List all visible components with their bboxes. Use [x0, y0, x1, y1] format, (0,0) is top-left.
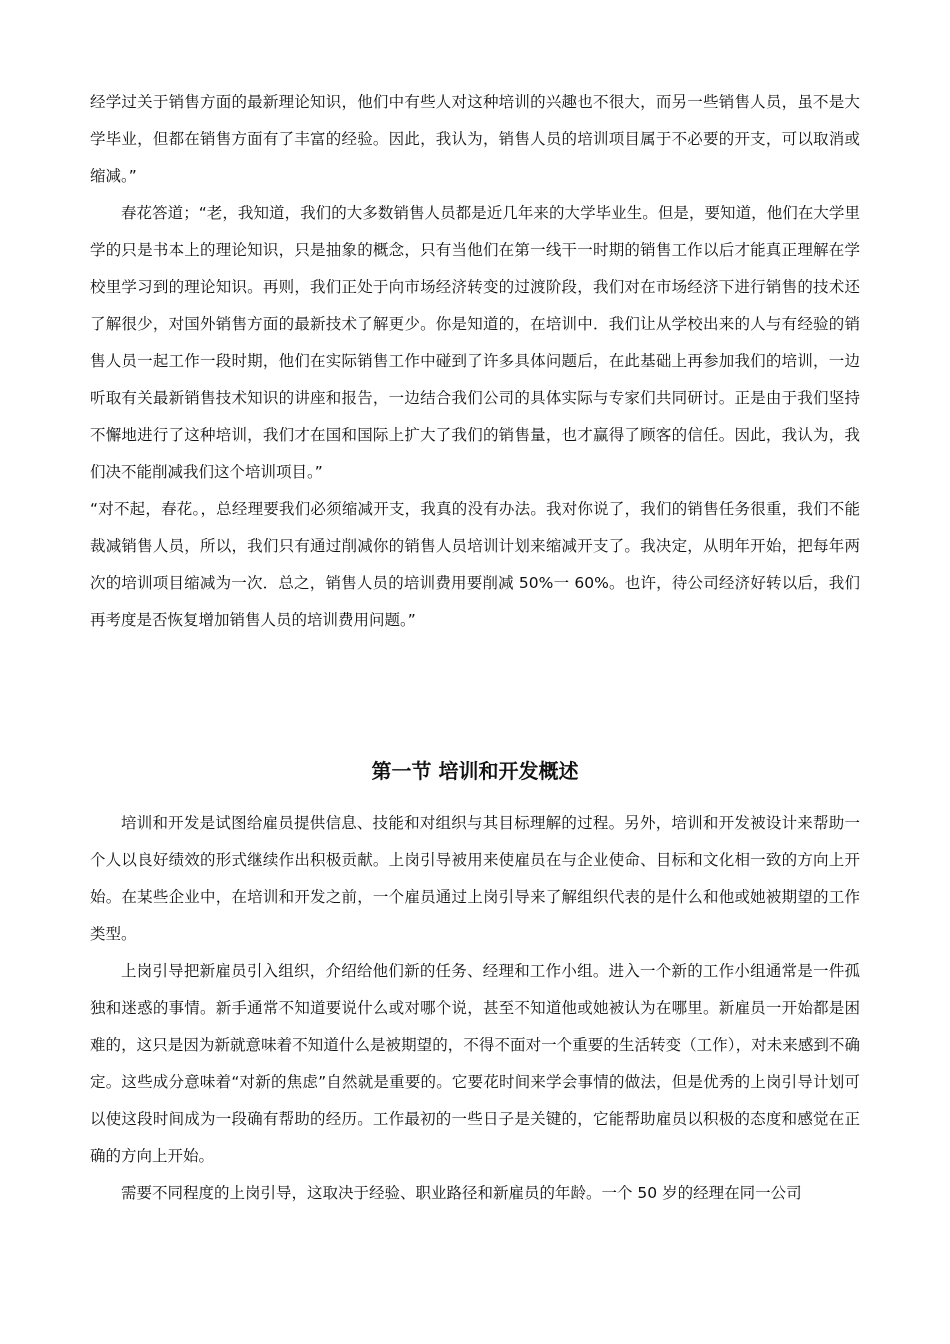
paragraph-training-definition: 培训和开发是试图给雇员提供信息、技能和对组织与其目标理解的过程。另外，培训和开发被设计来帮助一个人以良好绩效的形式继续作出积极贡献。上岗引导被用来使雇员在与企业使命、目标和文化相一致的方向上开始。在某些企业中，在培训和开发之前，一个雇员通过上岗引导来了解组织代表的是什么和他或她被期望的工作类型。	[90, 814, 860, 943]
paragraph-orientation-degree: 需要不同程度的上岗引导，这取决于经验、职业路径和新雇员的年龄。一个 50 岁的经理在同一公司	[121, 1184, 802, 1202]
section-heading: 第一节 培训和开发概述	[371, 759, 579, 783]
paragraph-orientation: 上岗引导把新雇员引入组织，介绍给他们新的任务、经理和工作小组。进入一个新的工作小组通常是一件孤独和迷惑的事情。新手通常不知道要说什么或对哪个说，甚至不知道他或她被认为在哪里。新雇员一开始都是困难的，这只是因为新就意味着不知道什么是被期望的，不得不面对一个重要的生活转变（工作），对未来感到不确定。这些成分意味着“对新的焦虑”自然就是重要的。它要花时间来学会事情的做法，但是优秀的上岗引导计划可以使这段时间成为一段确有帮助的经历。工作最初的一些日子是关键的，它能帮助雇员以积极的态度和感觉在正确的方向上开始。	[90, 962, 860, 1165]
section-body	[90, 805, 860, 1212]
paragraph-manager-reply: “对不起，春花。，总经理要我们必须缩减开支，我真的没有办法。我对你说了，我们的销售任务很重，我们不能裁减销售人员，所以，我们只有通过削减你的销售人员培训计划来缩减开支了。我决定，从明年开始，把每年两次的培训项目缩减为一次．总之，销售人员的培训费用要削减 50%一 60%。也许，待公司经济好转以后，我们再考度是否恢复增加销售人员的培训费用问题。”	[90, 500, 860, 629]
dialogue-section	[90, 84, 860, 639]
paragraph-continuation: 经学过关于销售方面的最新理论知识，他们中有些人对这种培训的兴趣也不很大，而另一些销售人员，虽不是大学毕业，但都在销售方面有了丰富的经验。因此，我认为，销售人员的培训项目属于不必要的开支，可以取消或缩减。”	[90, 93, 860, 185]
paragraph-chunhua-reply: 春花答道；“老，我知道，我们的大多数销售人员都是近几年来的大学毕业生。但是，要知道，他们在大学里学的只是书本上的理论知识，只是抽象的概念，只有当他们在第一线干一时期的销售工作以后才能真正理解在学校里学习到的理论知识。再则，我们正处于向市场经济转变的过渡阶段，我们对在市场经济下进行销售的技术还了解很少，对国外销售方面的最新技术了解更少。你是知道的，在培训中．我们让从学校出来的人与有经验的销售人员一起工作一段时期，他们在实际销售工作中碰到了许多具体问题后，在此基础上再参加我们的培训，一边听取有关最新销售技术知识的讲座和报告，一边结合我们公司的具体实际与专家们共同研讨。正是由于我们坚持不懈地进行了这种培训，我们才在国和国际上扩大了我们的销售量，也才赢得了顾客的信任。因此，我认为，我们决不能削减我们这个培训项目。”	[90, 204, 860, 481]
